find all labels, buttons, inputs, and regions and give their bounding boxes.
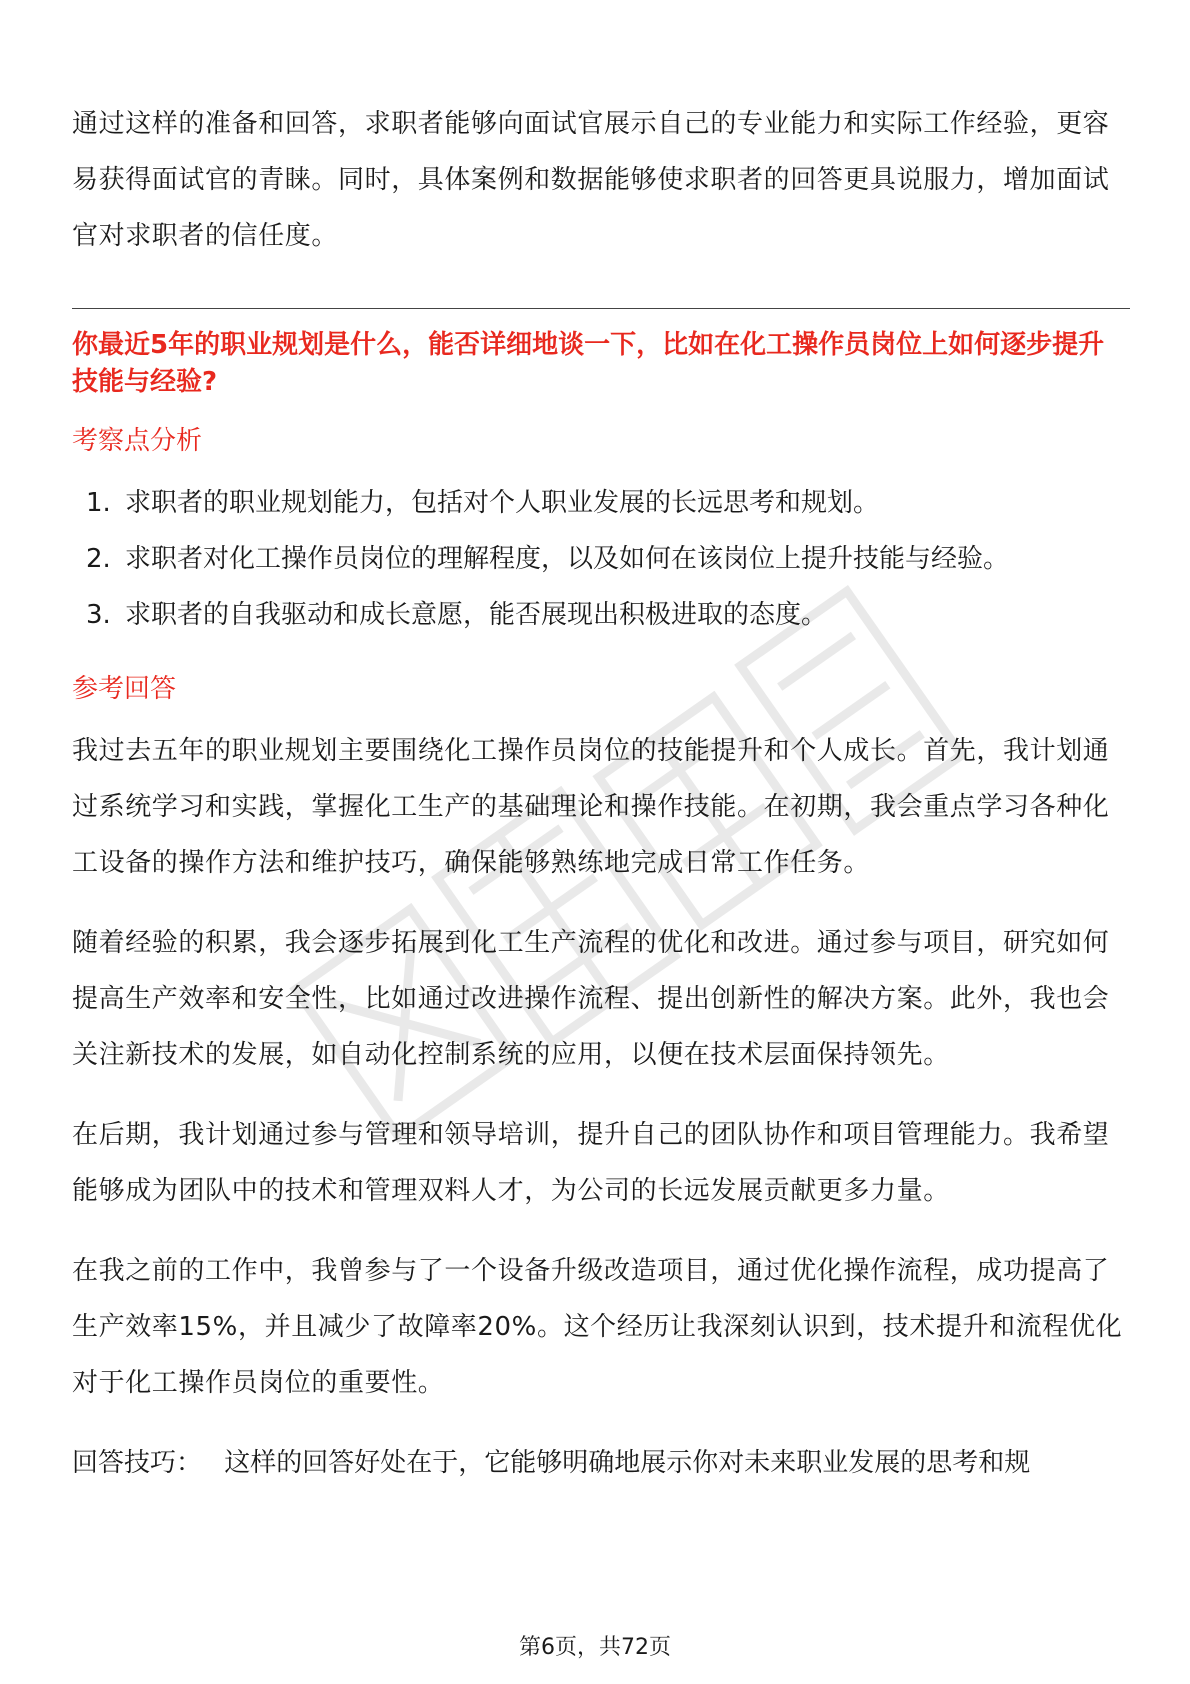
answer-paragraph: 在我之前的工作中，我曾参与了一个设备升级改造项目，通过优化操作流程，成功提高了生产效率15%，并且减少了故障率20%。这个经历让我深刻认识到，技术提升和流程优化对于化工操作员岗位的重要性。 (72, 1256, 1123, 1398)
answer-section (72, 723, 1130, 1411)
interview-question: 你最近5年的职业规划是什么，能否详细地谈一下，比如在化工操作员岗位上如何逐步提升技能与经验? (72, 330, 1105, 397)
page-number: 第6页，共72页 (519, 1635, 671, 1660)
section-divider (72, 308, 1130, 309)
analysis-list (72, 475, 1130, 643)
answer-paragraph: 我过去五年的职业规划主要围绕化工操作员岗位的技能提升和个人成长。首先，我计划通过系统学习和实践，掌握化工生产的基础理论和操作技能。在初期，我会重点学习各种化工设备的操作方法和维护技巧，确保能够熟练地完成日常工作任务。 (72, 736, 1110, 878)
analysis-title: 考察点分析 (72, 426, 203, 456)
list-item (72, 531, 1130, 587)
tip-text: 这样的回答好处在于，它能够明确地展示你对未来职业发展的思考和规 (224, 1448, 1031, 1478)
tip-label: 回答技巧： (72, 1448, 203, 1478)
list-number: 2. (86, 544, 111, 574)
answer-paragraph: 在后期，我计划通过参与管理和领导培训，提升自己的团队协作和项目管理能力。我希望能够成为团队中的技术和管理双料人才，为公司的长远发展贡献更多力量。 (72, 1120, 1110, 1206)
answer-tip (72, 1435, 1130, 1491)
list-number: 3. (86, 600, 111, 630)
list-number: 1. (86, 488, 111, 518)
document-body (72, 96, 1130, 1491)
answer-title: 参考回答 (72, 674, 177, 704)
intro-paragraph: 通过这样的准备和回答，求职者能够向面试官展示自己的专业能力和实际工作经验，更容易获得面试官的青睐。同时，具体案例和数据能够使求职者的回答更具说服力，增加面试官对求职者的信任度。 (72, 109, 1110, 251)
list-item (72, 587, 1130, 643)
answer-paragraph: 随着经验的积累，我会逐步拓展到化工生产流程的优化和改进。通过参与项目，研究如何提高生产效率和安全性，比如通过改进操作流程、提出创新性的解决方案。此外，我也会关注新技术的发展，如自动化控制系统的应用，以便在技术层面保持领先。 (72, 928, 1110, 1070)
list-item-text: 求职者对化工操作员岗位的理解程度，以及如何在该岗位上提升技能与经验。 (125, 544, 1010, 574)
list-item (72, 475, 1130, 531)
list-item-text: 求职者的职业规划能力，包括对个人职业发展的长远思考和规划。 (125, 488, 880, 518)
list-item-text: 求职者的自我驱动和成长意愿，能否展现出积极进取的态度。 (125, 600, 828, 630)
